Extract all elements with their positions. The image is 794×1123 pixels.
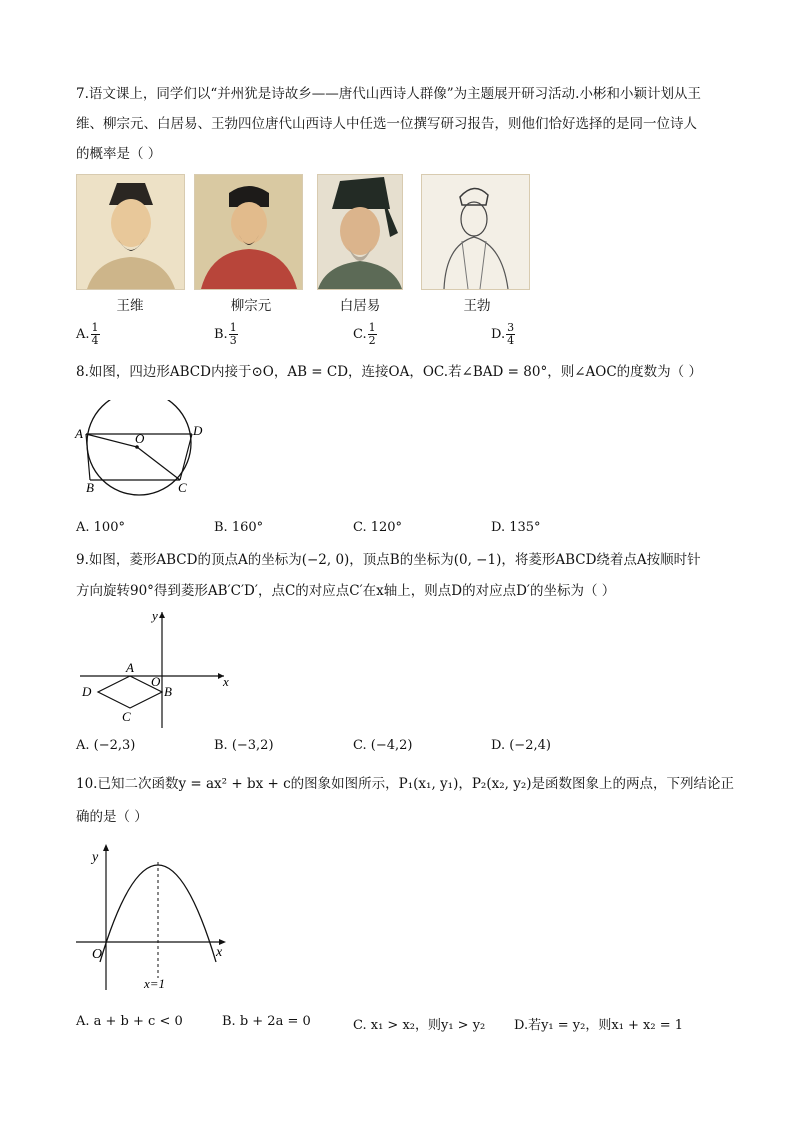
q7-text-line3: 的概率是（ ） [76, 146, 162, 162]
label-axis-x1: x=1 [144, 976, 166, 991]
q7-text-line2: 维、柳宗元、白居易、王勃四位唐代山西诗人中任选一位撰写研习报告，则他们恰好选择的是同一位诗人 [76, 116, 697, 132]
poet-name-wang-bo: 王勃 [463, 298, 491, 314]
q9-option-b[interactable]: B. (−3,2) [214, 738, 274, 753]
q9-option-a[interactable]: A. (−2,3) [76, 738, 136, 753]
q8-option-b[interactable]: B. 160° [214, 520, 264, 535]
q9-text-line2: 方向旋转90°得到菱形AB′C′D′，点C的对应点C′在x轴上，则点D的对应点D′的坐标为（ ） [76, 583, 616, 599]
label-c: C [178, 480, 187, 495]
segment-oa [86, 434, 137, 447]
poet-name-wang-wei: 王维 [116, 298, 144, 314]
q8-option-a[interactable]: A. 100° [76, 520, 125, 535]
q10-option-a[interactable]: A. a + b + c < 0 [76, 1014, 183, 1029]
label-b: B [164, 684, 172, 699]
portrait-wang-wei [76, 174, 185, 290]
q9-option-d[interactable]: D. (−2,4) [491, 738, 551, 753]
label-o: O [135, 431, 145, 446]
q10-text-line2: 确的是（ ） [76, 809, 148, 825]
q8-option-d[interactable]: D. 135° [491, 520, 541, 535]
label-c: C [122, 709, 131, 724]
label-d: D [193, 423, 203, 438]
q7-option-c[interactable]: C. $\frac{1}{2}$ [353, 321, 376, 347]
poet-name-liu-zongyuan: 柳宗元 [230, 298, 272, 314]
q10-parabola-figure [72, 840, 242, 1000]
label-x: x [216, 945, 223, 960]
q8-circle-figure [72, 400, 212, 500]
q10-option-d[interactable]: D.若y₁ = y₂，则x₁ + x₂ = 1 [514, 1018, 684, 1033]
q10-text-line1: 10.已知二次函数y = ax² + bx + c的图象如图所示，P₁(x₁, y₁)，P₂(x₂, y₂)是函数图象上的两点，下列结论正 [76, 776, 735, 792]
label-x: x [223, 674, 229, 689]
portrait-bai-juyi [317, 174, 403, 290]
portrait-liu-zongyuan [194, 174, 303, 290]
q7-text-line1: 7.语文课上，同学们以“并州犹是诗故乡——唐代山西诗人群像”为主题展开研习活动.小彬和小颖计划从王 [76, 86, 701, 102]
q9-text-line1: 9.如图，菱形ABCD的顶点A的坐标为(−2, 0)，顶点B的坐标为(0, −1)，将菱形ABCD绕着点A按顺时针 [76, 552, 701, 568]
q10-option-c[interactable]: C. x₁ > x₂，则y₁ > y₂ [353, 1018, 486, 1033]
label-a: A [126, 660, 134, 675]
portrait-wang-bo [421, 174, 530, 290]
q9-option-c[interactable]: C. (−4,2) [353, 738, 413, 753]
q9-rhombus-figure [72, 606, 242, 732]
label-b: B [86, 480, 94, 495]
label-a: A [75, 426, 83, 441]
q8-option-c[interactable]: C. 120° [353, 520, 403, 535]
q8-text: 8.如图，四边形ABCD内接于⊙O，AB = CD，连接OA，OC.若∠BAD = 80°，则∠AOC的度数为（ ） [76, 364, 702, 380]
q7-option-d[interactable]: D. $\frac{3}{4}$ [491, 321, 515, 347]
q7-option-b[interactable]: B. $\frac{1}{3}$ [214, 321, 237, 347]
segment-oc [137, 447, 180, 480]
label-y: y [92, 850, 99, 865]
q10-option-b[interactable]: B. b + 2a = 0 [222, 1014, 311, 1029]
label-d: D [82, 684, 92, 699]
q7-option-a[interactable]: A. $\frac{1}{4}$ [76, 321, 99, 347]
label-y: y [152, 608, 158, 623]
segment-dc [180, 434, 192, 480]
label-o: O [151, 674, 161, 689]
circle-o [87, 400, 191, 495]
label-o: O [92, 947, 103, 962]
poet-name-bai-juyi: 白居易 [339, 298, 381, 314]
